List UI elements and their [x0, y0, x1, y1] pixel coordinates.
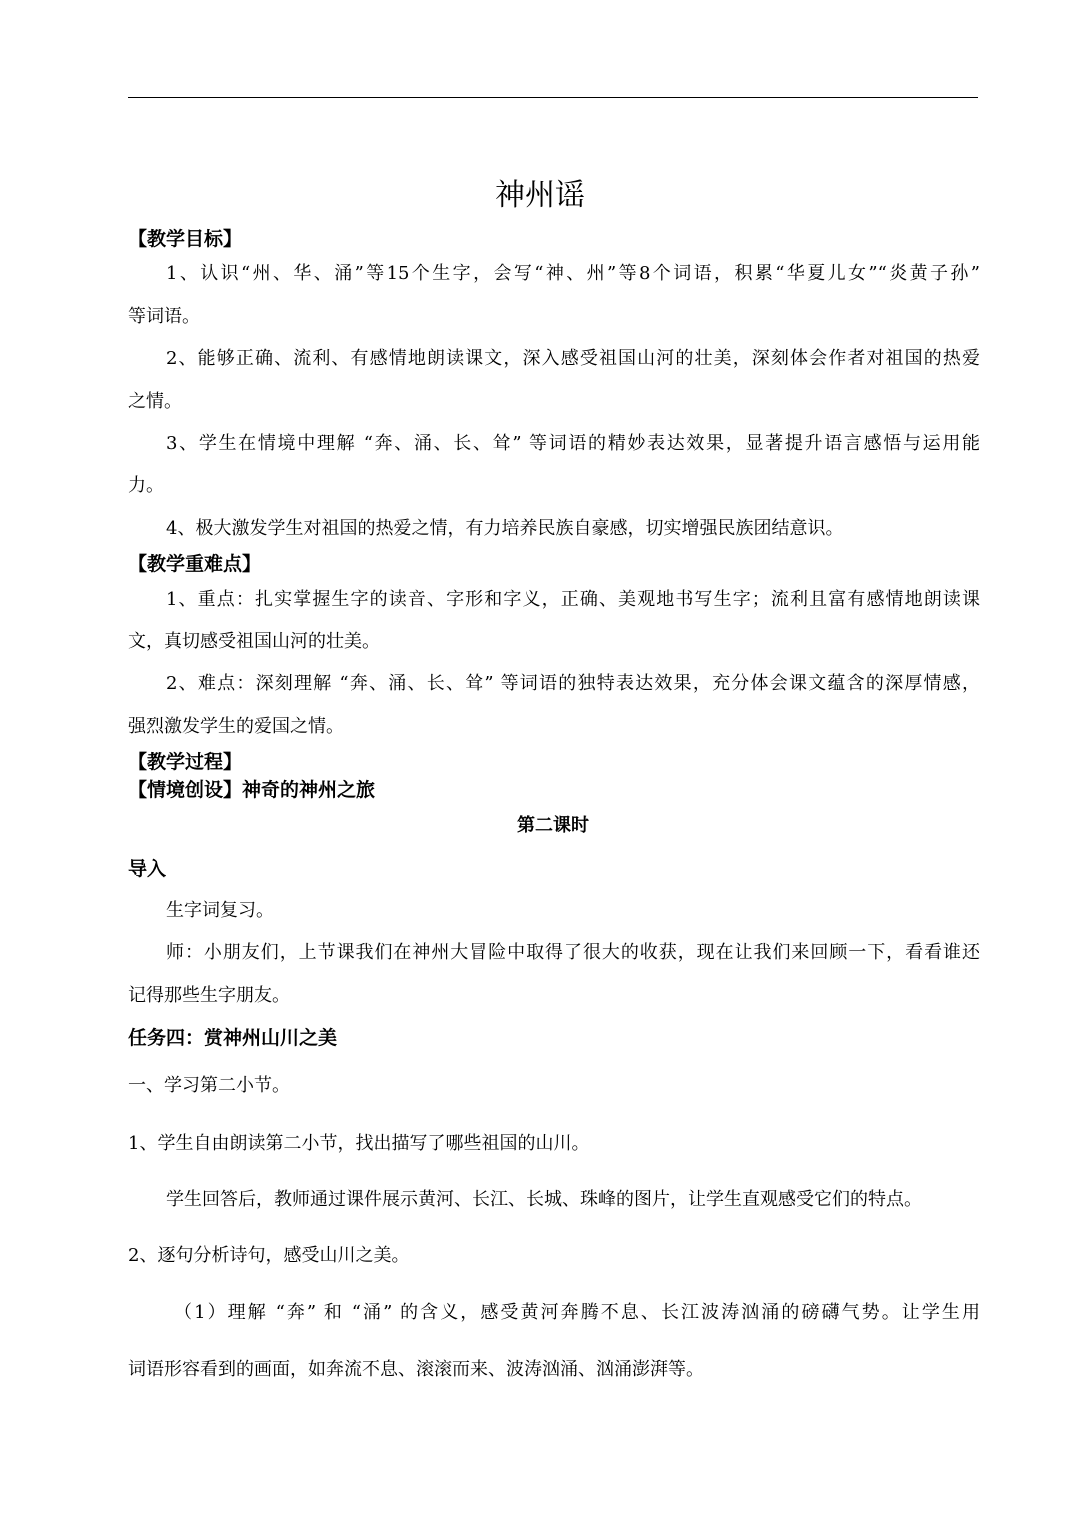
teacher-line1: 师：小朋友们，上节课我们在神州大冒险中取得了很大的收获，现在让我们来回顾一下，看看谁还 [166, 942, 980, 963]
lesson-title: 第二课时 [517, 815, 589, 836]
teacher-line2: 记得那些生字朋友。 [128, 985, 290, 1006]
scene-heading: 【情境创设】神奇的神州之旅 [128, 779, 376, 801]
step-1: 1、学生自由朗读第二小节，找出描写了哪些祖国的山川。 [128, 1133, 590, 1154]
key-point-1-line1: 1、重点：扎实掌握生字的读音、字形和字义，正确、美观地书写生字；流利且富有感情地朗读课 [166, 589, 980, 610]
key-point-1-line2: 文，真切感受祖国山河的壮美。 [128, 631, 380, 652]
key-point-2-line2: 强烈激发学生的爱国之情。 [128, 716, 344, 737]
intro-heading: 导入 [128, 858, 167, 880]
section-1: 一、学习第二小节。 [128, 1075, 290, 1096]
objective-1-line1: 1、认识“州、华、涌”等15个生字，会写“神、州”等8个词语，积累“华夏儿女”“炎黄子孙” [166, 263, 980, 284]
step-1-detail: 学生回答后，教师通过课件展示黄河、长江、长城、珠峰的图片，让学生直观感受它们的特点。 [166, 1189, 922, 1210]
objective-4: 4、极大激发学生对祖国的热爱之情，有力培养民族自豪感，切实增强民族团结意识。 [166, 518, 844, 539]
document-title: 神州谣 [495, 178, 585, 213]
key-points-heading: 【教学重难点】 [128, 553, 262, 575]
step-2-sub-line1: （1）理解 “奔” 和 “涌” 的含义，感受黄河奔腾不息、长江波涛汹涌的磅礴气势。让学生用 [174, 1302, 980, 1323]
header-rule [128, 97, 978, 98]
objective-1-line2: 等词语。 [128, 306, 200, 327]
step-2: 2、逐句分析诗句，感受山川之美。 [128, 1245, 410, 1266]
step-2-sub-line2: 词语形容看到的画面，如奔流不息、滚滚而来、波涛汹涌、汹涌澎湃等。 [128, 1359, 704, 1380]
objective-3-line1: 3、学生在情境中理解 “奔、涌、长、耸” 等词语的精妙表达效果，显著提升语言感悟与运用能 [166, 433, 980, 454]
objective-2-line1: 2、能够正确、流利、有感情地朗读课文，深入感受祖国山河的壮美，深刻体会作者对祖国的热爱 [166, 348, 980, 369]
task-heading: 任务四：赏神州山川之美 [128, 1027, 338, 1049]
objectives-heading: 【教学目标】 [128, 228, 243, 250]
objective-2-line2: 之情。 [128, 391, 182, 412]
process-heading: 【教学过程】 [128, 751, 243, 773]
key-point-2-line1: 2、难点：深刻理解 “奔、涌、长、耸” 等词语的独特表达效果，充分体会课文蕴含的深厚情感， [166, 673, 980, 694]
intro-review: 生字词复习。 [166, 900, 274, 921]
objective-3-line2: 力。 [128, 475, 164, 496]
